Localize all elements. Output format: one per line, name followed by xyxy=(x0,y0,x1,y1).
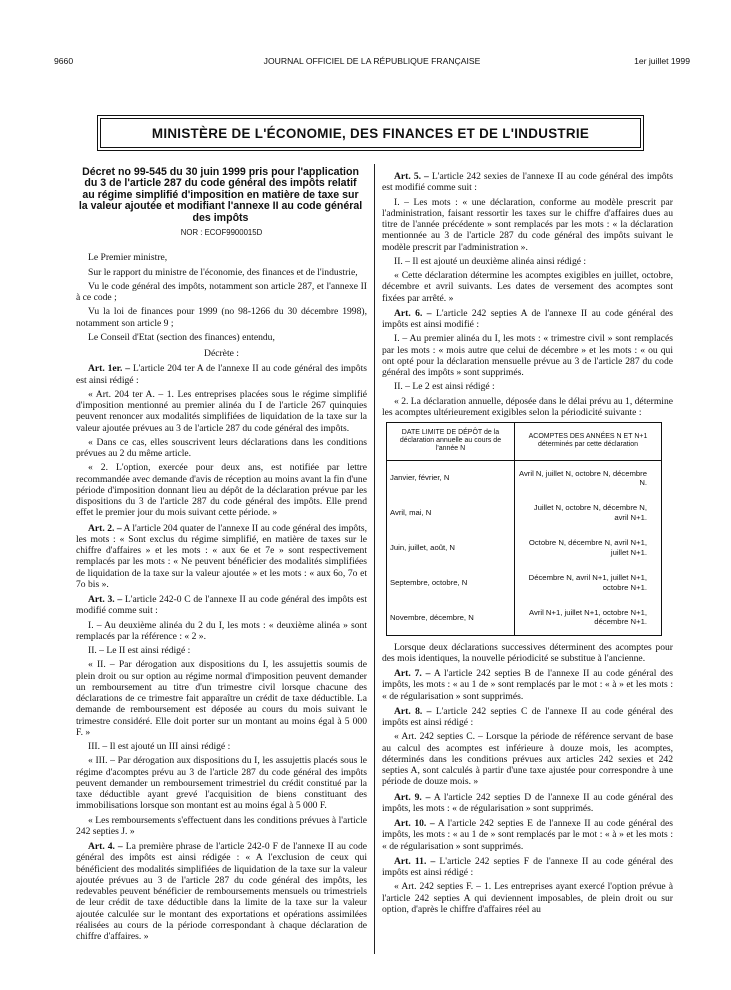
article-number: Art. 11. – xyxy=(394,855,436,867)
table-row xyxy=(387,600,662,635)
acomptes-cell: Avril N, juillet N, octobre N, décembre N. xyxy=(515,460,662,495)
article-number: Art. 4. – xyxy=(88,841,123,853)
preamble-line: Le Premier ministre, xyxy=(88,252,168,264)
paragraph-text: « 2. La déclaration annuelle, déposée dans le délai prévu au 1, détermine les acomptes ultérieurement exigibles selon la périodicité suivante : xyxy=(382,395,673,418)
paragraph-text: Lorsque deux déclarations successives déterminent des acomptes pour des mois identiques, la nouvelle périodicité se substitue à l'ancienne. xyxy=(382,641,673,664)
article-paragraph xyxy=(76,620,367,643)
paragraph-text: A l'article 242 septies D de l'annexe II au code général des impôts, les mots : « de régularisation » sont supprimés. xyxy=(382,791,674,814)
decrete-heading: Décrète : xyxy=(204,348,239,360)
article-paragraph xyxy=(76,363,367,386)
decree-title: Décret no 99-545 du 30 juin 1999 pris pour l'application du 3 de l'article 287 du code général des impôts relatif au régime simplifié d'imposition en matière de taxe sur la valeur ajoutée et modifiant l'annexe II au code général des impôts xyxy=(78,166,363,224)
ministry-banner: MINISTÈRE DE L'ÉCONOMIE, DES FINANCES ET DE L'INDUSTRIE xyxy=(100,118,641,148)
articles-right-bottom xyxy=(382,642,673,916)
article-paragraph xyxy=(76,741,367,752)
paragraph-text: L'article 204 ter A de l'annexe II au code général des impôts est ainsi rédigé : xyxy=(76,363,367,386)
preamble xyxy=(76,252,367,343)
article-paragraph xyxy=(382,856,673,879)
article-number: Art. 5. – xyxy=(394,171,429,182)
article-paragraph xyxy=(382,270,673,304)
article-paragraph xyxy=(382,731,673,787)
paragraph-text: L'article 242 sexies de l'annexe II au code général des impôts est modifié comme suit : xyxy=(382,171,673,194)
paragraph-text: « Art. 204 ter A. – 1. Les entreprises placées sous le régime simplifié d'imposition mentionné au premier alinéa du I de l'article 267 quinquies peuvent renoncer aux modalités simplifiées de liquidation de la taxe sur la valeur ajoutée prévues au 3 de l'article 287 du code général des impôts. xyxy=(76,388,367,434)
article-number: Art. 3. – xyxy=(88,594,123,606)
acomptes-cell: Avril N+1, juillet N+1, octobre N+1, décembre N+1. xyxy=(515,600,662,635)
table-header-acomptes: ACOMPTES DES ANNÉES N ET N+1 déterminés par cette déclaration xyxy=(515,423,662,461)
paragraph-text: A l'article 242 septies E de l'annexe II au code général des impôts, les mots : « au 1 de » sont remplacés par le mot : « à » et les mots : « de régularisation » sont supprimés. xyxy=(382,818,673,852)
paragraph-text: « II. – Par dérogation aux dispositions du I, les assujettis soumis de plein droit ou sur option au régime normal d'imposition peuvent demander un remboursement au titre d'un trimestre civil lorsque chacune des déclarations de ce trimestre fait apparaître un crédit de taxe déductible. La demande de remboursement est déposée au cours du mois suivant le trimestre considéré. Elle doit porter sur un montant au moins égal à 5 000 F. » xyxy=(76,659,367,738)
paragraph-text: La première phrase de l'article 242-0 F de l'annexe II au code général des impôts est ainsi rédigée : « A l'exclusion de ceux qui bénéficient des modalités simplifiées de liquidation de la taxe sur la valeur ajoutée prévues au 3 de l'article 287 du code général des impôts, les redevables peuvent bénéficier de remboursements mensuels ou trimestriels de leur crédit de taxe déductible dans la limite de la taxe sur la valeur ajoutée calculée sur le montant des exportations et opérations assimilées réalisées au cours de la période correspondant à chaque déclaration de chiffre d'affaires. » xyxy=(76,841,367,943)
article-paragraph xyxy=(382,881,673,915)
publication-date: 1er juillet 1999 xyxy=(634,56,690,66)
page-number: 9660 xyxy=(54,56,74,66)
article-paragraph xyxy=(76,645,367,656)
deadline-cell: Avril, mai, N xyxy=(387,495,515,530)
deadline-cell: Juin, juillet, août, N xyxy=(387,530,515,565)
paragraph-text: II. – Il est ajouté un deuxième alinéa ainsi rédigé : xyxy=(394,255,587,267)
paragraph-text: I. – Au premier alinéa du I, les mots : « trimestre civil » sont remplacés par les mots : « mois autre que celui de décembre » et les mots : « ou qui ont opté pour la déclaration mensuelle prévue au 3 de l'article 287 du code général des impôts » sont supprimés. xyxy=(382,333,673,378)
article-number: Art. 10. – xyxy=(394,818,435,830)
acomptes-cell: Octobre N, décembre N, avril N+1, juillet N+1. xyxy=(515,530,662,565)
article-paragraph xyxy=(382,308,673,331)
paragraph-text: I. – Au deuxième alinéa du 2 du I, les mots : « deuxième alinéa » sont remplacés par la référence : « 2 ». xyxy=(76,619,367,642)
acomptes-cell: Juillet N, octobre N, décembre N, avril N+1. xyxy=(515,495,662,530)
page-header xyxy=(54,54,690,68)
article-paragraph xyxy=(382,381,673,392)
paragraph-text: L'article 242-0 C de l'annexe II au code général des impôts est modifié comme suit : xyxy=(76,594,367,617)
paragraph-text: II. – Le 2 est ainsi rédigé : xyxy=(394,381,495,393)
paragraph-text: « Dans ce cas, elles souscrivent leurs déclarations dans les conditions prévues au 2 du même article. xyxy=(76,436,367,460)
deadline-cell: Septembre, octobre, N xyxy=(387,565,515,600)
article-paragraph xyxy=(76,841,367,942)
table-row xyxy=(387,460,662,495)
paragraph-text: « Art. 242 septies F. – 1. Les entreprises ayant exercé l'option prévue à l'article 242 septies A qui deviennent imposables, de plein droit ou sur option, d'après le chiffre d'affaires réel au xyxy=(382,881,673,915)
nor-reference: NOR : ECOF9900015D xyxy=(180,228,263,238)
article-paragraph xyxy=(382,818,673,852)
right-column xyxy=(382,167,673,918)
preamble-line: Vu le code général des impôts, notamment son article 287, et l'annexe II à ce code ; xyxy=(76,280,367,304)
paragraph-text: « Cette déclaration détermine les acomptes exigibles en juillet, octobre, décembre et avril suivants. Les dates de versement des acomptes sont fixées par arrêté. » xyxy=(382,270,673,304)
preamble-line: Le Conseil d'Etat (section des finances) entendu, xyxy=(88,331,275,343)
paragraph-text: L'article 242 septies C de l'annexe II au code général des impôts est ainsi rédigé : xyxy=(382,705,673,729)
articles-right-top xyxy=(382,171,673,418)
article-number: Art. 2. – xyxy=(88,522,122,534)
table-row xyxy=(387,530,662,565)
preamble-line: Sur le rapport du ministre de l'économie, des finances et de l'industrie, xyxy=(88,266,358,278)
acompte-schedule-table xyxy=(386,422,662,636)
article-paragraph xyxy=(382,396,673,419)
left-column xyxy=(76,167,367,945)
article-paragraph xyxy=(382,642,673,665)
article-paragraph xyxy=(382,706,673,729)
paragraph-text: II. – Le II est ainsi rédigé : xyxy=(88,645,191,657)
article-paragraph xyxy=(382,333,673,378)
journal-title: JOURNAL OFFICIEL DE LA RÉPUBLIQUE FRANÇAISE xyxy=(263,56,481,66)
article-number: Art. 6. – xyxy=(394,307,432,319)
articles-left xyxy=(76,363,367,942)
paragraph-text: A l'article 242 septies B de l'annexe II au code général des impôts, les mots : « au 1 de » sont remplacés par le mot : « à » et les mots : « de régularisation » sont supprimés. xyxy=(382,668,674,702)
article-paragraph xyxy=(76,389,367,434)
table-row xyxy=(387,495,662,530)
table-header-deadline: DATE LIMITE DE DÉPÔT de la déclaration annuelle au cours de l'année N xyxy=(387,423,515,461)
preamble-line: Vu la loi de finances pour 1999 (no 98-1266 du 30 décembre 1998), notamment son article 9 ; xyxy=(76,306,367,329)
article-paragraph xyxy=(76,815,367,838)
table-row xyxy=(387,565,662,600)
acomptes-cell: Décembre N, avril N+1, juillet N+1, octobre N+1. xyxy=(515,565,662,600)
article-paragraph xyxy=(76,523,367,591)
article-paragraph xyxy=(382,256,673,267)
paragraph-text: « Les remboursements s'effectuent dans les conditions prévues à l'article 242 septies J. » xyxy=(76,814,367,837)
deadline-cell: Novembre, décembre, N xyxy=(387,600,515,635)
column-divider xyxy=(374,164,375,954)
article-number: Art. 1er. – xyxy=(88,363,131,375)
article-paragraph xyxy=(382,792,673,815)
paragraph-text: « 2. L'option, exercée pour deux ans, est notifiée par lettre recommandée avec demande d'avis de réception au moins avant la fin d'une période d'imposition donnant lieu au dépôt de la déclaration prévue par les dispositions du 3 de l'article 287 du code général des impôts. Elle prend effet le premier jour du mois suivant cette période. » xyxy=(76,462,367,519)
article-paragraph xyxy=(382,171,673,194)
deadline-cell: Janvier, février, N xyxy=(387,460,515,495)
article-number: Art. 8. – xyxy=(394,705,432,717)
paragraph-text: « Art. 242 septies C. – Lorsque la période de référence servant de base au calcul des acomptes est inférieure à douze mois, les acomptes, déterminés dans les conditions prévues aux articles 242 sexies et 242 septies A, sont calculés à partir d'une taxe ajustée pour correspondre à une période de douze mois. » xyxy=(382,731,673,788)
article-paragraph xyxy=(76,755,367,811)
article-paragraph xyxy=(382,668,673,702)
article-paragraph xyxy=(382,197,673,253)
paragraph-text: L'article 242 septies A de l'annexe II au code général des impôts est ainsi modifié : xyxy=(382,307,673,330)
article-paragraph xyxy=(76,437,367,460)
paragraph-text: « III. – Par dérogation aux dispositions du I, les assujettis placés sous le régime d'acomptes prévu au 3 de l'article 287 du code général des impôts peuvent demander un remboursement trimestriel du crédit constitué par la taxe déductible ayant grevé l'acquisition de biens constituant des immobilisations lorsque son montant est au moins égal à 5 000 F. xyxy=(76,755,367,812)
paragraph-text: III. – Il est ajouté un III ainsi rédigé : xyxy=(88,741,231,753)
paragraph-text: I. – Les mots : « une déclaration, conforme au modèle prescrit par l'administration, faisant ressortir les taxes sur le chiffre d'affaires dues au titre de l'année précédente » sont remplacés par les mots : « la déclaration mentionnée au 3 de l'article 287 du code général des impôts suivant le modèle prescrit par l'administration ». xyxy=(382,196,673,253)
paragraph-text: L'article 242 septies F de l'annexe II au code général des impôts est ainsi rédigé : xyxy=(382,855,673,879)
article-paragraph xyxy=(76,462,367,518)
article-number: Art. 7. – xyxy=(394,668,431,680)
article-paragraph xyxy=(76,594,367,617)
paragraph-text: A l'article 204 quater de l'annexe II au code général des impôts, les mots : « Sont exclus du régime simplifié, en matière de taxes sur le chiffre d'affaires » et les mots : « aux 6e et 7e » sont respectivement remplacés par les mots : « Ne peuvent bénéficier des modalités simplifiées de liquidation de la taxe sur la valeur ajoutée » et les mots : « aux 6o, 7o et 7o bis ». xyxy=(76,522,367,590)
article-paragraph xyxy=(76,659,367,738)
article-number: Art. 9. – xyxy=(394,791,431,803)
